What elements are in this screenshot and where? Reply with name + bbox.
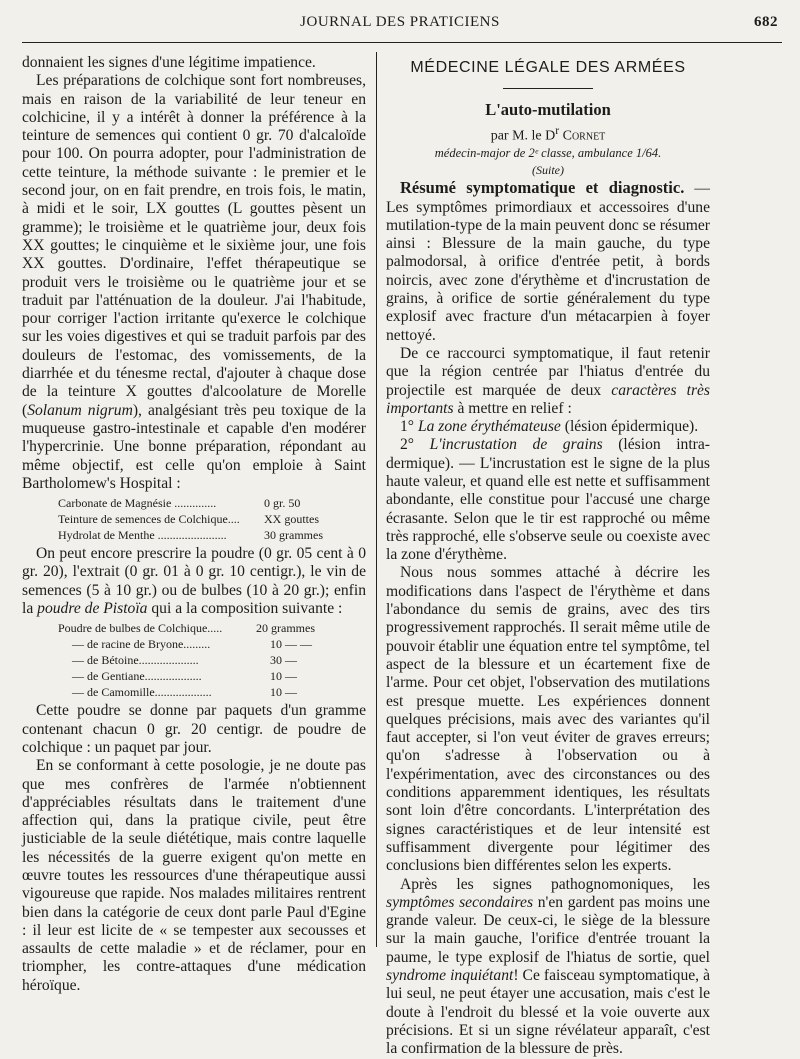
recipe-line	[58, 652, 366, 668]
right-column	[386, 54, 710, 1059]
paragraph: donnaient les signes d'une légitime impatience.	[22, 54, 316, 71]
text-run: Les préparations de colchique sont fort nombreuses, mais en raison de la variabilité de leur teneur en colchicine, il y a intérêt à donner la préférence à la teinture de semences qui contient 0 gr. 70 d'alcaloïde pour 100. On pourra adopter, pour l'administration de cette teinture, la méthode suivante : le premier et le second jour, on en fait prendre, en trois fois, le matin, à midi et le soir, LX gouttes (L gouttes pèsent un gramme); le troisième et le quatrième jour, deux fois XX gouttes; le cinquième et le sixième jour, une fois XX gouttes. D'ordinaire, l'effet thérapeutique se produit vers le troisième ou le quatrième jour et se traduit par l'atténuation de la douleur. J'ai l'habitude, pour corriger l'action irritante qu'exerce le colchique sur les voies digestives et qui se traduit parfois par des douleurs de l'estomac, des vomissements, de la diarrhée et du ténesme rectal, d'ajouter à chaque dose de la teinture X gouttes d'alcoolature de Morelle (	[22, 72, 366, 419]
recipe-line	[58, 511, 366, 527]
recipe-qty: 10 — —	[270, 637, 312, 652]
paragraph: En se conformant à cette posologie, je ne doute pas que mes confrères de l'armée n'obtiennent d'appréciables résultats dans le traitement d'une affection qui, dans la pratique civile, peut être justiciable de la seule diététique, mais contre laquelle les nécessités de la guerre exigent qu'on mette en œuvre toutes les ressources d'une thérapeutique aussi vigoureuse que rapide. Nos malades militaires rentrent bien dans la catégorie de ceux dont parle Paul d'Egine : il leur est licite de « se tempester aux secousses et assaults de cette maladie » et de réclamer, pour en triompher, les contre-attaques d'une médication héroïque.	[22, 757, 366, 994]
list-item	[386, 436, 710, 564]
emphasis: caractères très importants	[386, 381, 711, 417]
text-run: ! Ce faisceau symptomatique, à lui seul, ne peut étayer une accusation, mais c'est le doute à l'endroit du blessé et la voie ouverte aux précisions. Et si un signe révélateur apparaît, c'est la confirmation de la blessure de près.	[386, 967, 711, 1058]
recipe-item: Hydrolat de Menthe .......................	[58, 528, 227, 543]
list-number: 1°	[400, 418, 418, 436]
emphasis: symptômes secondaires	[386, 893, 534, 911]
text-run: De ce raccourci symptomatique, il faut retenir que la région centrée par l'hiatus d'entrée du projectile est marquée de deux	[386, 344, 710, 399]
preparation-name: poudre de Pistoïa	[37, 600, 148, 618]
author-affiliation: médecin-major de 2ᵉ classe, ambulance 1/64.	[434, 146, 662, 161]
text-run: (lésion intra-dermique). — L'incrustation est le signe de la plus haute valeur, et quand elle est nette et suffisamment abondante, elle constitue pour l'accusé une charge écrasante. Selon que le tir est rapproché ou même très rapproché, elle s'observe seule ou coexiste avec la zone d'érythème.	[386, 436, 710, 564]
recipe-line	[58, 527, 366, 543]
paragraph	[386, 345, 710, 418]
recipe-qty: 20 grammes	[256, 621, 315, 636]
section-rule	[503, 88, 593, 89]
section-title: MÉDECINE LÉGALE DES ARMÉES	[410, 59, 686, 76]
recipe-line	[58, 495, 366, 511]
continued-label: (Suite)	[532, 163, 564, 178]
paragraph	[22, 72, 366, 493]
emphasis: La zone érythémateuse	[417, 418, 561, 436]
latin-name: Solanum nigrum	[27, 401, 133, 419]
recipe-item: — de Bétoine....................	[72, 653, 199, 668]
byline-prefix: par M. le D	[490, 128, 556, 144]
column-divider	[376, 52, 377, 947]
paragraph	[22, 545, 366, 618]
emphasis: L'incrustation de grains	[429, 436, 603, 454]
text-run: à mettre en relief :	[453, 399, 572, 417]
recipe-line	[58, 620, 366, 636]
recipe-qty: 30 —	[270, 653, 297, 668]
recipe-item: — de Camomille...................	[72, 685, 212, 700]
text-run: (lésion épidermique).	[560, 418, 699, 436]
paragraph	[386, 179, 710, 345]
text-run: ), analgésiant très peu toxique de la muqueuse gastro-intestinale et capable d'en modérer l'hypercrinie. Une bonne préparation, répondant au même objectif, est celle qu'on emploie à Saint Bartholomew's Hospital :	[22, 401, 366, 492]
running-header	[0, 14, 800, 34]
lead-heading: Résumé symptomatique et diagnostic.	[400, 178, 685, 198]
recipe-item: — de racine de Bryone.........	[72, 637, 211, 652]
left-column	[22, 54, 366, 995]
recipe-line	[58, 636, 366, 652]
recipe-pistoia	[58, 620, 366, 700]
text-run: qui a la composition suivante :	[147, 600, 343, 618]
header-rule	[22, 42, 782, 43]
recipe-item: Teinture de semences de Colchique....	[58, 512, 240, 527]
emphasis: syndrome inquiétant	[386, 967, 514, 985]
list-item	[386, 418, 710, 436]
byline-sup: r	[555, 123, 560, 137]
recipe-qty: 30 grammes	[264, 528, 323, 543]
recipe-item: Carbonate de Magnésie ..............	[58, 496, 217, 511]
recipe-item: — de Gentiane...................	[72, 669, 202, 684]
recipe-line	[58, 684, 366, 700]
recipe-qty: 10 —	[270, 685, 297, 700]
text-run: n'en gardent pas moins une grande valeur. De ceux-ci, le siège de la blessure sur la main gauche, l'orifice d'entrée trouant la paume, le type explosif de l'hiatus de sortie, quel	[386, 893, 710, 966]
paragraph: Cette poudre se donne par paquets d'un gramme contenant chacun 0 gr. 20 centigr. de poudre de colchique : un paquet par jour.	[22, 702, 366, 756]
recipe-item: Poudre de bulbes de Colchique.....	[58, 621, 223, 636]
text-run: Après les signes pathognomoniques, les	[400, 875, 710, 893]
text-run: On peut encore prescrire la poudre (0 gr. 05 cent à 0 gr. 20), l'extrait (0 gr. 01 à 0 gr. 10 centigr.), le vin de semences (5 à 10 gr.) ou de bulbes (10 à 20 gr.); enfin la	[22, 545, 366, 618]
byline	[386, 122, 710, 146]
article-title: L'auto-mutilation	[485, 100, 611, 120]
recipe-hospital	[58, 495, 366, 543]
author-name: Cornet	[562, 128, 606, 144]
recipe-qty: 10 —	[270, 669, 297, 684]
journal-title: JOURNAL DES PRATICIENS	[300, 14, 500, 30]
recipe-qty: 0 gr. 50	[264, 496, 301, 511]
paragraph: Nous nous sommes attaché à décrire les modifications dans l'aspect de l'érythème et dans l'abondance du semis de grains, avec des tirs progressivement rapprochés. Il serait même utile de pouvoir établir une équation entre tel symptôme, tel aspect de la blessure et un écartement fixe de l'arme. Pour cet objet, l'observation des mutilations est presque muette. Les expériences donnent quelques précisions, mais avec des variantes qu'il faut accepter, si l'on veut éviter de graves erreurs; qu'on s'adresse à l'observation ou à l'expérimentation, avec des circonstances ou des conditions apparemment identiques, les résultats sont loin d'être concordants. L'interprétation des signes caractéristiques et de leur intensité est suffisamment divergente pour légitimer des conclusions bien différentes selon les experts.	[386, 564, 710, 875]
paragraph	[386, 876, 710, 1059]
page-number: 682	[754, 14, 778, 30]
list-number: 2°	[400, 436, 430, 454]
recipe-qty: XX gouttes	[264, 512, 319, 527]
recipe-line	[58, 668, 366, 684]
text-run: — Les symptômes primordiaux et accessoires d'une mutilation-type de la main peuvent donc se résumer ainsi : Blessure de la main gauche, du type palmodorsal, à orifice d'entrée petit, à bords noircis, avec zone d'érythème et d'incrustation de grains, à orifice de sortie généralement du type explosif avec fracture d'un métacarpien à foyer nettoyé.	[386, 180, 710, 344]
